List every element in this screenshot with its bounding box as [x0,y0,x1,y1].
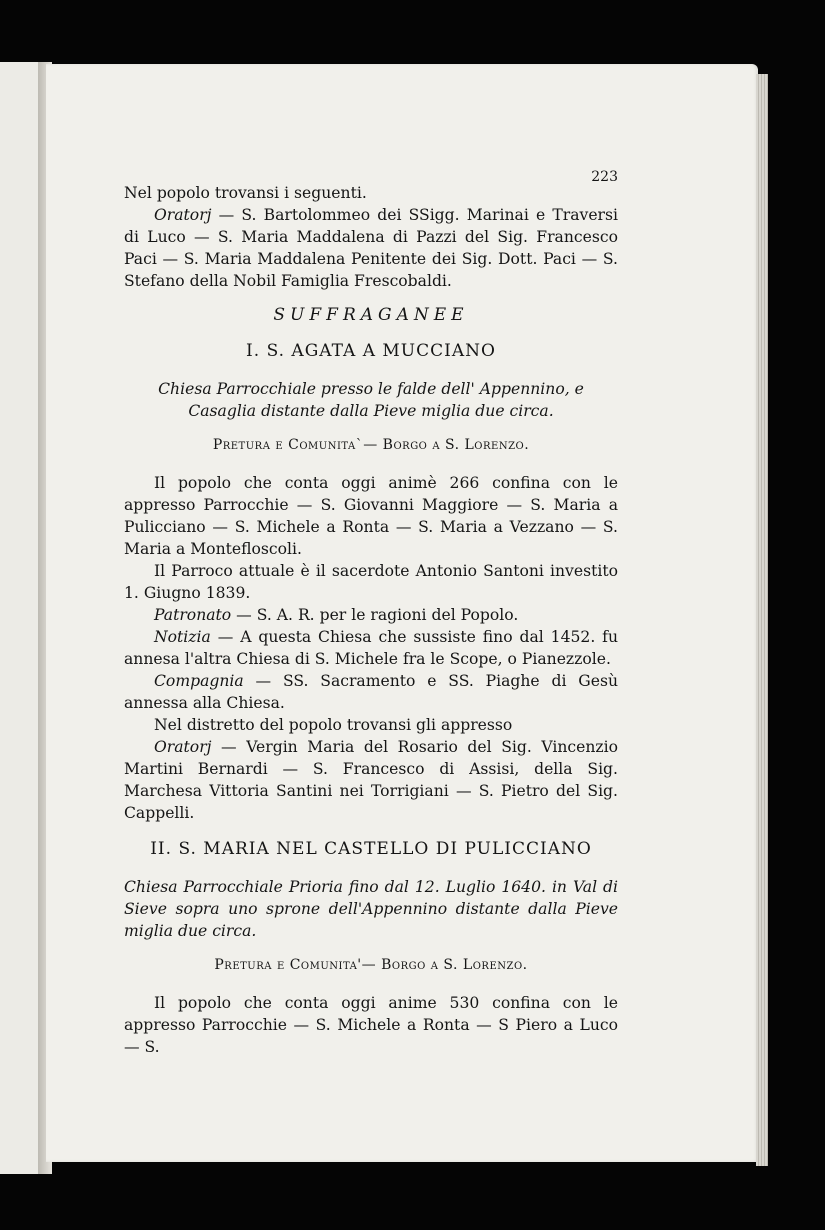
pretura-line-2: Pretura e Comunita'— Borgo a S. Lorenzo. [214,957,528,973]
church1-para-1: Il popolo che conta oggi animè 266 confina con le appresso Parrocchie — S. Giovanni Maggiore — S. Maria a Pulicciano — S. Michele a Ronta — S. Maria a Vezzano — S. Maria a Montefloscoli. [124,474,618,558]
church1-notizia [124,626,618,670]
church1-oratorj [124,736,618,824]
notizia-text: — A questa Chiesa che sussiste fino dal 1452. fu annesa l'altra Chiesa di S. Michele fra le Scope, o Pianezzole. [124,628,618,668]
church-title-2: II. S. MARIA NEL CASTELLO DI PULICCIANO [150,839,592,859]
compagnia-label: Compagnia [154,672,244,690]
pretura-line-1: Pretura e Comunita`— Borgo a S. Lorenzo. [212,437,530,453]
oratorj-text: — S. Bartolommeo dei SSigg. Marinai e Traversi di Luco — S. Maria Maddalena di Pazzi del Sig. Francesco Paci — S. Maria Maddalena Penitente dei Sig. Dott. Paci — S. Stefano della Nobil Famiglia Frescobaldi. [124,206,618,290]
oratorj-label: Oratorj [154,206,212,224]
facing-page-edge [0,62,43,1174]
church1-compagnia [124,670,618,714]
oratorj-label: Oratorj [154,738,212,756]
compagnia-text: — SS. Sacramento e SS. Piaghe di Gesù annessa alla Chiesa. [124,672,618,712]
patronato-label: Patronato [154,606,232,624]
church-description-1: Chiesa Parrocchiale presso le falde dell' Appennino, e Casaglia distante dalla Pieve miglia due circa. [158,380,584,420]
page-text [124,169,618,1058]
notizia-label: Notizia [154,628,211,646]
section-heading: SUFFRAGANEE [273,305,469,325]
patronato-text: — S. A. R. per le ragioni del Popolo. [236,606,519,624]
intro-oratorj [124,204,618,292]
church1-para-2: Il Parroco attuale è il sacerdote Antonio Santoni investito 1. Giugno 1839. [124,562,618,602]
church1-distretto: Nel distretto del popolo trovansi gli appresso [154,716,513,734]
intro-line: Nel popolo trovansi i seguenti. [124,184,367,202]
page-number: 223 [591,169,618,185]
oratorj-text: — Vergin Maria del Rosario del Sig. Vincenzio Martini Bernardi — S. Francesco di Assisi, della Sig. Marchesa Vittoria Santini nei Torrigiani — S. Pietro del Sig. Cappelli. [124,738,618,822]
church-description-2: Chiesa Parrocchiale Prioria fino dal 12. Luglio 1640. in Val di Sieve sopra uno sprone dell'Appennino distante dalla Pieve miglia due circa. [124,878,618,940]
page-stack-edge [756,74,768,1166]
church1-patronato [124,604,618,626]
church-title-1: I. S. AGATA A MUCCIANO [246,341,496,361]
church2-para-1: Il popolo che conta oggi anime 530 confina con le appresso Parrocchie — S. Michele a Ronta — S Piero a Luco — S. [124,994,618,1056]
